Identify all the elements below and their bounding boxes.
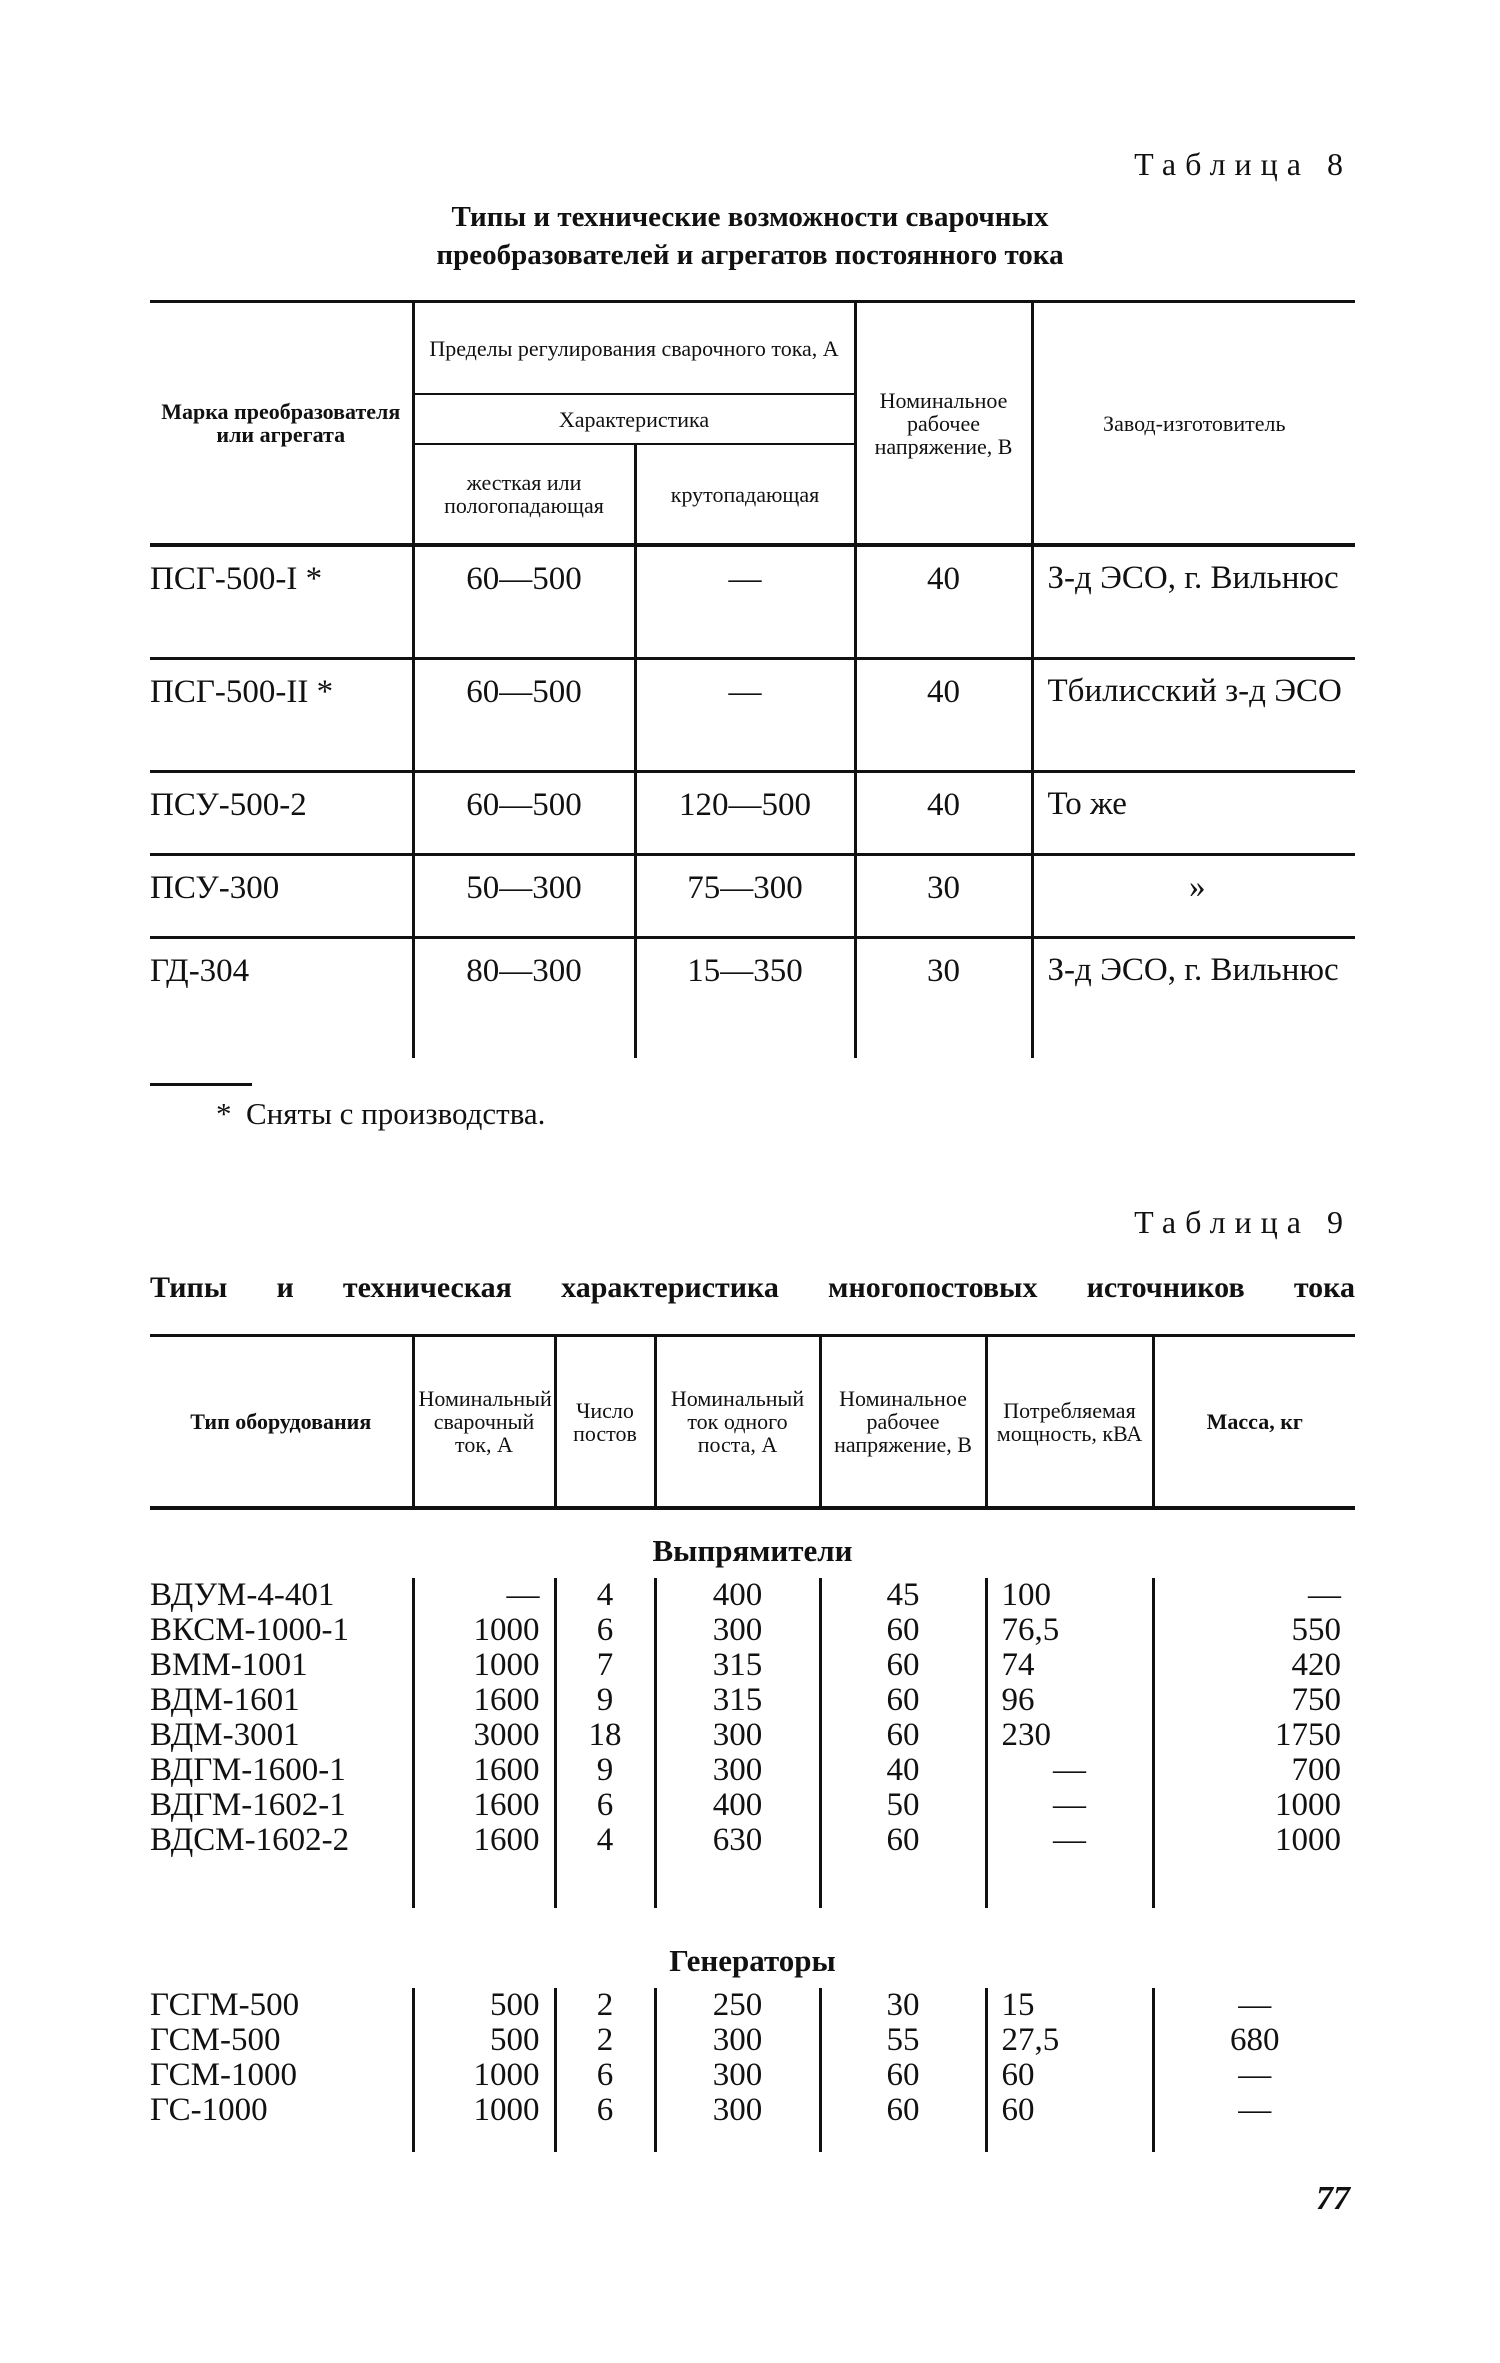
mass-cell: 550 — [1153, 1613, 1355, 1648]
table-row — [150, 1613, 1355, 1648]
post-current-cell: 300 — [655, 1718, 820, 1753]
mass-cell: 750 — [1153, 1683, 1355, 1718]
table8-header-characteristic: Характеристика — [413, 394, 855, 444]
voltage-cell: 40 — [855, 545, 1032, 659]
voltage-cell: 60 — [820, 1718, 986, 1753]
table8-header-brand: Марка преобразователя или агрегата — [150, 302, 413, 546]
section-heading: Выпрямители — [652, 1533, 853, 1568]
posts-cell: 6 — [555, 1788, 655, 1823]
table8-header-plant: Завод-изготовитель — [1032, 302, 1355, 546]
post-current-cell: 400 — [655, 1578, 820, 1613]
voltage-cell: 60 — [820, 1613, 986, 1648]
table-row — [150, 659, 1355, 772]
power-cell: 60 — [986, 2058, 1153, 2093]
brand-cell: ГД-304 — [150, 938, 413, 1059]
voltage-cell: 30 — [855, 938, 1032, 1059]
post-current-cell: 250 — [655, 1988, 820, 2023]
weld-current-cell: — — [413, 1578, 555, 1613]
weld-current-cell: 1000 — [413, 2093, 555, 2128]
table-row — [150, 2093, 1355, 2128]
table-row — [150, 938, 1355, 1059]
table9-header-weld-current: Номинальный сварочный ток, А — [413, 1336, 555, 1509]
table-row — [150, 855, 1355, 938]
brand-cell: ПСГ-500-II * — [150, 659, 413, 772]
brand-cell: ПСУ-300 — [150, 855, 413, 938]
table8-title-line1: Типы и технические возможности сварочных — [451, 201, 1049, 233]
table-row — [150, 1648, 1355, 1683]
voltage-cell: 60 — [820, 1823, 986, 1858]
table9-header-voltage: Номинальное рабочее напряжение, В — [820, 1336, 986, 1509]
type-cell: ВДУМ-4-401 — [150, 1578, 413, 1613]
steep-cell: 75—300 — [635, 855, 855, 938]
table-row — [150, 1753, 1355, 1788]
posts-cell: 9 — [555, 1753, 655, 1788]
post-current-cell: 300 — [655, 2058, 820, 2093]
steep-cell: — — [635, 545, 855, 659]
rigid-cell: 60—500 — [413, 659, 635, 772]
weld-current-cell: 1600 — [413, 1823, 555, 1858]
post-current-cell: 630 — [655, 1823, 820, 1858]
voltage-cell: 60 — [820, 2058, 986, 2093]
posts-cell: 18 — [555, 1718, 655, 1753]
type-cell: ГСМ-1000 — [150, 2058, 413, 2093]
type-cell: ВММ-1001 — [150, 1648, 413, 1683]
section-heading-row — [150, 1908, 1355, 1988]
table-row — [150, 772, 1355, 855]
type-cell: ВКСМ-1000-1 — [150, 1613, 413, 1648]
type-cell: ВДМ-3001 — [150, 1718, 413, 1753]
rigid-cell: 50—300 — [413, 855, 635, 938]
table9-header-type: Тип оборудования — [150, 1336, 413, 1509]
section-heading: Генераторы — [669, 1943, 836, 1978]
post-current-cell: 315 — [655, 1648, 820, 1683]
mass-cell: 1000 — [1153, 1788, 1355, 1823]
mass-cell: 1000 — [1153, 1823, 1355, 1858]
posts-cell: 9 — [555, 1683, 655, 1718]
table8-header-rigid: жесткая или пологопадающая — [413, 444, 635, 545]
steep-cell: — — [635, 659, 855, 772]
table-row — [150, 1683, 1355, 1718]
voltage-cell: 40 — [855, 772, 1032, 855]
posts-cell: 2 — [555, 1988, 655, 2023]
posts-cell: 2 — [555, 2023, 655, 2058]
post-current-cell: 300 — [655, 1613, 820, 1648]
power-cell: 27,5 — [986, 2023, 1153, 2058]
plant-cell: » — [1032, 855, 1355, 938]
power-cell: 100 — [986, 1578, 1153, 1613]
footnote-text: Сняты с производства. — [246, 1096, 546, 1131]
posts-cell: 6 — [555, 2093, 655, 2128]
voltage-cell: 45 — [820, 1578, 986, 1613]
brand-cell: ПСУ-500-2 — [150, 772, 413, 855]
voltage-cell: 30 — [855, 855, 1032, 938]
weld-current-cell: 1000 — [413, 1648, 555, 1683]
footnote-mark: * — [216, 1096, 232, 1131]
voltage-cell: 60 — [820, 1683, 986, 1718]
post-current-cell: 300 — [655, 2023, 820, 2058]
voltage-cell: 60 — [820, 2093, 986, 2128]
post-current-cell: 315 — [655, 1683, 820, 1718]
voltage-cell: 30 — [820, 1988, 986, 2023]
rigid-cell: 80—300 — [413, 938, 635, 1059]
mass-cell: — — [1153, 2058, 1355, 2093]
table9-body — [150, 1508, 1355, 2152]
table-row — [150, 1823, 1355, 1858]
mass-cell: 700 — [1153, 1753, 1355, 1788]
plant-cell: З-д ЭСО, г. Вильнюс — [1032, 545, 1355, 659]
post-current-cell: 300 — [655, 2093, 820, 2128]
type-cell: ГСГМ-500 — [150, 1988, 413, 2023]
table8 — [150, 300, 1355, 1058]
voltage-cell: 40 — [820, 1753, 986, 1788]
rigid-cell: 60—500 — [413, 772, 635, 855]
power-cell: 230 — [986, 1718, 1153, 1753]
posts-cell: 4 — [555, 1823, 655, 1858]
mass-cell: — — [1153, 1988, 1355, 2023]
table-row — [150, 1718, 1355, 1753]
table8-title — [150, 198, 1350, 274]
weld-current-cell: 500 — [413, 2023, 555, 2058]
mass-cell: 420 — [1153, 1648, 1355, 1683]
voltage-cell: 50 — [820, 1788, 986, 1823]
power-cell: — — [986, 1788, 1153, 1823]
steep-cell: 15—350 — [635, 938, 855, 1059]
type-cell: ГС-1000 — [150, 2093, 413, 2128]
mass-cell: 680 — [1153, 2023, 1355, 2058]
steep-cell: 120—500 — [635, 772, 855, 855]
type-cell: ВДМ-1601 — [150, 1683, 413, 1718]
table-row — [150, 1788, 1355, 1823]
voltage-cell: 40 — [855, 659, 1032, 772]
page-number: 77 — [1316, 2180, 1350, 2217]
footnote-rule — [150, 1083, 252, 1086]
type-cell: ГСМ-500 — [150, 2023, 413, 2058]
table8-header-range-group: Пределы регулирования сварочного тока, А — [413, 302, 855, 395]
table9-label: Таблица 9 — [1134, 1204, 1352, 1240]
spacer-row — [150, 2128, 1355, 2152]
table9 — [150, 1334, 1355, 2152]
table9-header-mass: Масса, кг — [1153, 1336, 1355, 1509]
posts-cell: 4 — [555, 1578, 655, 1613]
mass-cell: — — [1153, 1578, 1355, 1613]
voltage-cell: 55 — [820, 2023, 986, 2058]
table-row — [150, 1988, 1355, 2023]
posts-cell: 6 — [555, 1613, 655, 1648]
table8-header-steep: крутопадающая — [635, 444, 855, 545]
table-row — [150, 545, 1355, 659]
type-cell: ВДГМ-1600-1 — [150, 1753, 413, 1788]
weld-current-cell: 1600 — [413, 1753, 555, 1788]
voltage-cell: 60 — [820, 1648, 986, 1683]
plant-cell: З-д ЭСО, г. Вильнюс — [1032, 938, 1355, 1059]
weld-current-cell: 1600 — [413, 1788, 555, 1823]
weld-current-cell: 1000 — [413, 2058, 555, 2093]
type-cell: ВДГМ-1602-1 — [150, 1788, 413, 1823]
rigid-cell: 60—500 — [413, 545, 635, 659]
power-cell: — — [986, 1753, 1153, 1788]
mass-cell: — — [1153, 2093, 1355, 2128]
weld-current-cell: 1000 — [413, 1613, 555, 1648]
spacer-row — [150, 1858, 1355, 1908]
posts-cell: 7 — [555, 1648, 655, 1683]
power-cell: 15 — [986, 1988, 1153, 2023]
table9-header-posts: Число постов — [555, 1336, 655, 1509]
table8-label: Таблица 8 — [1134, 146, 1352, 182]
post-current-cell: 300 — [655, 1753, 820, 1788]
post-current-cell: 400 — [655, 1788, 820, 1823]
brand-cell: ПСГ-500-I * — [150, 545, 413, 659]
table-row — [150, 2058, 1355, 2093]
mass-cell: 1750 — [1153, 1718, 1355, 1753]
table9-title: Типы и техническая характеристика многопостовых источников тока — [150, 1271, 1355, 1304]
table8-title-line2: преобразователей и агрегатов постоянного тока — [436, 239, 1064, 271]
section-heading-row — [150, 1508, 1355, 1578]
table-row — [150, 1578, 1355, 1613]
power-cell: 76,5 — [986, 1613, 1153, 1648]
table8-header-voltage: Номинальное рабочее напряжение, В — [855, 302, 1032, 546]
weld-current-cell: 1600 — [413, 1683, 555, 1718]
power-cell: 60 — [986, 2093, 1153, 2128]
power-cell: 74 — [986, 1648, 1153, 1683]
power-cell: 96 — [986, 1683, 1153, 1718]
posts-cell: 6 — [555, 2058, 655, 2093]
weld-current-cell: 3000 — [413, 1718, 555, 1753]
table9-header-power: Потребляемая мощность, кВА — [986, 1336, 1153, 1509]
table9-header-post-current: Номинальный ток одного поста, А — [655, 1336, 820, 1509]
table-row — [150, 2023, 1355, 2058]
weld-current-cell: 500 — [413, 1988, 555, 2023]
power-cell: — — [986, 1823, 1153, 1858]
plant-cell: Тбилисский з-д ЭСО — [1032, 659, 1355, 772]
type-cell: ВДСМ-1602-2 — [150, 1823, 413, 1858]
plant-cell: То же — [1032, 772, 1355, 855]
